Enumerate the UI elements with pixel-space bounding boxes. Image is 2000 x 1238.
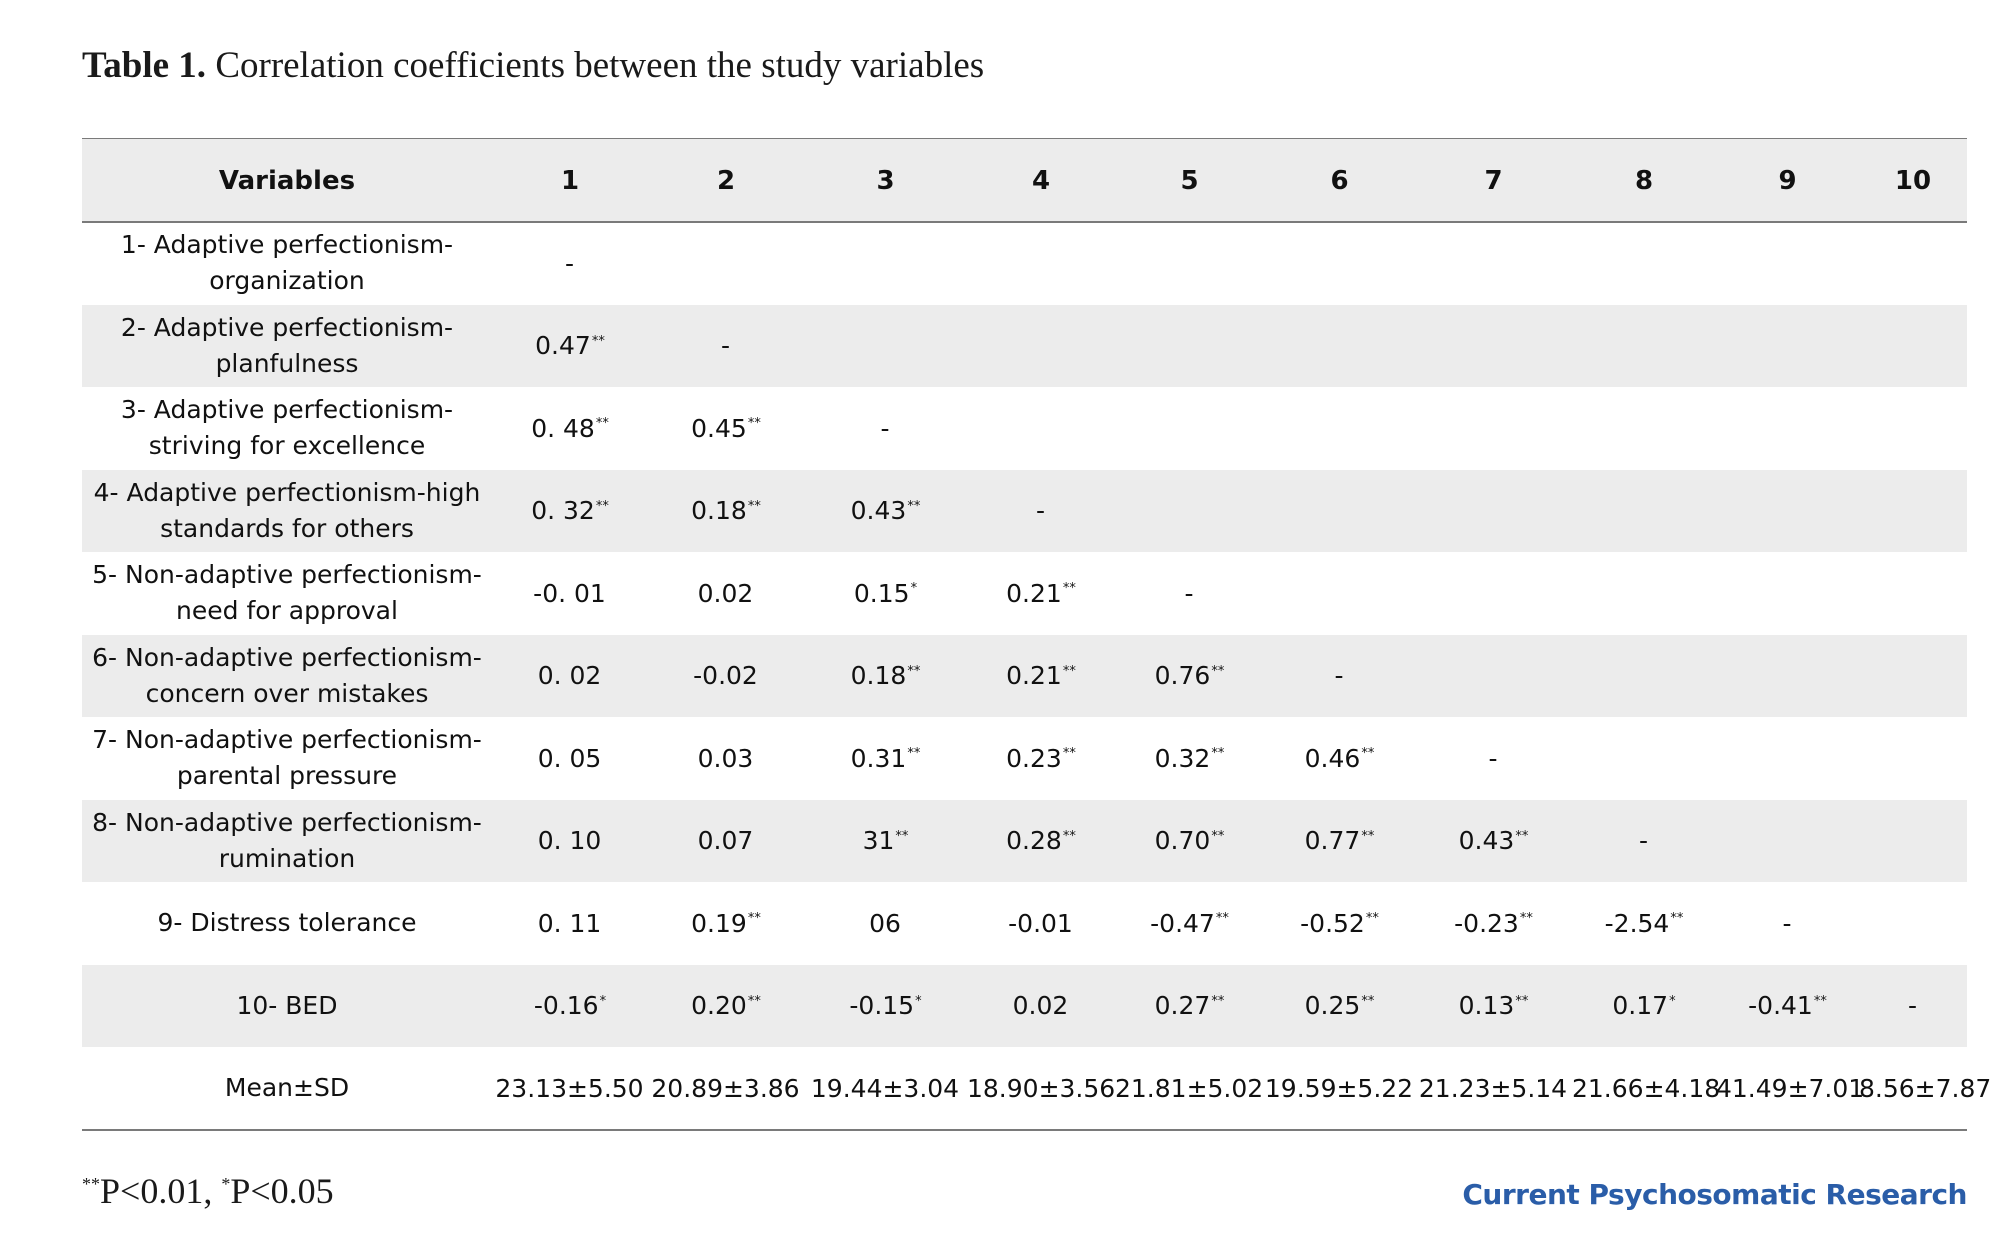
table-cell — [1264, 305, 1415, 388]
table-row — [82, 635, 1967, 718]
cell-value: 0.18 — [850, 661, 907, 691]
cell-value: 0.23 — [1006, 743, 1062, 773]
table-cell — [1264, 717, 1415, 800]
cell-value: 0.70 — [1154, 826, 1211, 856]
row-label: 10- BED — [236, 990, 338, 1020]
cell-value: 0.21 — [1006, 661, 1062, 691]
cell-significance: ** — [591, 333, 605, 349]
table-cell — [1115, 965, 1264, 1048]
header-col-3: 3 — [876, 165, 895, 196]
row-label: 4- Adaptive perfectionism-high standards for others — [93, 477, 481, 543]
journal-logo: Current Psychosomatic Research — [1462, 1178, 1967, 1211]
table-row — [82, 552, 1967, 635]
table-cell — [804, 222, 967, 305]
cell-value: - — [1334, 661, 1344, 691]
cell-value: 0. 10 — [537, 826, 602, 856]
cell-value: - — [1184, 578, 1194, 608]
table-cell — [492, 717, 648, 800]
cell-significance: ** — [1361, 746, 1375, 762]
table-cell — [648, 882, 804, 965]
table-cell — [648, 800, 804, 883]
cell-significance: ** — [1211, 663, 1225, 679]
cell-value: -0.23 — [1454, 908, 1519, 938]
table-cell — [967, 635, 1115, 718]
table-cell — [648, 1047, 804, 1130]
footnote-sup-1: ** — [82, 1174, 100, 1194]
cell-significance: ** — [595, 416, 609, 432]
header-col-9: 9 — [1778, 165, 1797, 196]
table-bottom-rule — [82, 1129, 1967, 1131]
table-header-rule — [82, 221, 1967, 223]
table-cell — [1415, 470, 1572, 553]
table-cell — [804, 305, 967, 388]
table-cell — [1859, 552, 1967, 635]
cell-significance: ** — [1215, 911, 1229, 927]
cell-significance: ** — [907, 746, 921, 762]
table-cell — [1115, 387, 1264, 470]
table-cell — [1264, 965, 1415, 1048]
table-cell — [648, 387, 804, 470]
table-cell — [1859, 882, 1967, 965]
footnote-text-1: P<0.01, — [100, 1171, 222, 1211]
table-row — [82, 882, 1967, 965]
cell-value: 0. 48 — [531, 413, 595, 443]
cell-value: 31 — [862, 826, 895, 856]
cell-value: -0.41 — [1748, 991, 1813, 1021]
table-cell — [1415, 1047, 1572, 1130]
table-cell — [492, 965, 648, 1048]
table-cell — [492, 635, 648, 718]
table-cell — [1115, 552, 1264, 635]
table-cell — [967, 965, 1115, 1048]
table-cell — [1716, 717, 1859, 800]
cell-significance: ** — [1361, 993, 1375, 1009]
table-cell — [1415, 717, 1572, 800]
cell-value: -0.01 — [1008, 908, 1073, 938]
table-cell — [492, 1047, 648, 1130]
table-cell — [1572, 470, 1716, 553]
cell-significance: ** — [1062, 746, 1076, 762]
cell-value: 06 — [869, 908, 901, 938]
cell-value: 23.13±5.50 — [495, 1073, 644, 1103]
cell-value: 19.44±3.04 — [810, 1073, 960, 1103]
cell-value: 0.46 — [1304, 743, 1361, 773]
cell-value: 20.89±3.86 — [651, 1073, 800, 1103]
cell-value: 0.25 — [1304, 991, 1361, 1021]
table-cell — [967, 470, 1115, 553]
cell-value: -0.16 — [533, 991, 599, 1021]
table-cell — [492, 800, 648, 883]
cell-value: 0.76 — [1154, 661, 1211, 691]
table-cell — [1572, 800, 1716, 883]
table-cell — [1115, 222, 1264, 305]
cell-significance: ** — [1813, 993, 1827, 1009]
cell-value: 0.18 — [691, 496, 747, 526]
table-cell — [804, 717, 967, 800]
cell-value: 0.02 — [697, 578, 754, 608]
cell-significance: ** — [1211, 993, 1225, 1009]
table-cell — [1415, 305, 1572, 388]
table-cell — [1716, 552, 1859, 635]
cell-significance: ** — [747, 416, 761, 432]
table-cell — [1415, 222, 1572, 305]
cell-value: 0.17 — [1612, 991, 1669, 1021]
table-caption — [82, 44, 984, 87]
cell-significance: ** — [1515, 993, 1529, 1009]
row-label: 8- Non-adaptive perfectionism-rumination — [92, 807, 482, 873]
table-cell — [1859, 717, 1967, 800]
cell-significance: ** — [907, 498, 921, 514]
cell-value: 8.56±7.87 — [1859, 1073, 1992, 1103]
cell-significance: ** — [1062, 581, 1076, 597]
table-cell — [1859, 635, 1967, 718]
cell-significance: * — [910, 581, 918, 597]
table-cell — [1716, 800, 1859, 883]
cell-significance: ** — [895, 828, 909, 844]
table-cell — [1264, 552, 1415, 635]
table-cell — [1264, 470, 1415, 553]
table-cell — [1572, 1047, 1721, 1130]
table-cell — [1415, 800, 1572, 883]
table-cell — [804, 882, 967, 965]
table-cell — [1716, 965, 1859, 1048]
table-row — [82, 1047, 1967, 1130]
cell-value: 0.27 — [1154, 991, 1211, 1021]
table-cell — [492, 305, 648, 388]
cell-value: 0.03 — [697, 743, 754, 773]
header-col-1: 1 — [560, 165, 580, 196]
cell-value: - — [1907, 991, 1918, 1021]
row-label: 5- Non-adaptive perfectionism-need for approval — [92, 560, 482, 626]
table-cell — [648, 305, 804, 388]
table-cell — [648, 222, 804, 305]
cell-value: -0.47 — [1150, 908, 1215, 938]
cell-significance: ** — [1062, 663, 1076, 679]
table-cell — [1264, 882, 1415, 965]
table-cell — [492, 470, 648, 553]
table-cell — [804, 552, 967, 635]
cell-value: 0.77 — [1304, 826, 1361, 856]
cell-value: 41.49±7.01 — [1716, 1073, 1865, 1103]
row-label: 3- Adaptive perfectionism-striving for excellence — [120, 395, 454, 461]
table-cell — [1572, 387, 1716, 470]
table-cell — [1859, 965, 1967, 1048]
cell-significance: ** — [595, 498, 609, 514]
table-cell — [804, 800, 967, 883]
table-cell — [1115, 882, 1264, 965]
table-cell — [1115, 305, 1264, 388]
table-cell — [804, 635, 967, 718]
cell-value: - — [1782, 908, 1792, 938]
table-cell — [1572, 552, 1716, 635]
cell-value: 19.59±5.22 — [1264, 1073, 1414, 1103]
table-cell — [967, 552, 1115, 635]
table-row — [82, 470, 1967, 553]
table-cell — [648, 470, 804, 553]
table-cell — [1716, 635, 1859, 718]
table-cell — [1859, 470, 1967, 553]
cell-value: 21.66±4.18 — [1572, 1073, 1721, 1103]
header-col-7: 7 — [1484, 165, 1503, 196]
cell-significance: ** — [1670, 911, 1684, 927]
cell-value: 0.20 — [691, 991, 747, 1021]
table-cell — [1859, 387, 1967, 470]
cell-value: 0. 32 — [531, 496, 595, 526]
header-col-10: 10 — [1894, 165, 1932, 196]
table-cell — [648, 965, 804, 1048]
cell-value: - — [1488, 743, 1498, 773]
table-row — [82, 717, 1967, 800]
cell-value: - — [1035, 496, 1046, 526]
table-cell — [1115, 635, 1264, 718]
table-cell — [1716, 470, 1859, 553]
table-cell — [1716, 1047, 1865, 1130]
cell-significance: ** — [747, 498, 761, 514]
row-label: Mean±SD — [224, 1073, 350, 1103]
cell-significance: ** — [1211, 746, 1225, 762]
table-cell — [1115, 470, 1264, 553]
cell-value: 0.28 — [1006, 826, 1062, 856]
table-row — [82, 800, 1967, 883]
cell-value: 0.43 — [1458, 826, 1515, 856]
header-col-2: 2 — [716, 165, 736, 196]
table-cell — [492, 552, 648, 635]
table-cell — [1716, 882, 1859, 965]
cell-value: 18.90±3.56 — [967, 1073, 1116, 1103]
cell-value: -2.54 — [1604, 908, 1670, 938]
cell-value: 0.15 — [853, 578, 910, 608]
table-cell — [1115, 717, 1264, 800]
table-cell — [1264, 800, 1415, 883]
cell-significance: * — [1669, 993, 1676, 1009]
table-cell — [1572, 882, 1716, 965]
table-cell — [804, 387, 967, 470]
cell-value: 0.13 — [1458, 991, 1515, 1021]
table-cell — [1572, 222, 1716, 305]
table-cell — [1415, 965, 1572, 1048]
header-col-8: 8 — [1634, 165, 1654, 196]
table-cell — [1572, 965, 1716, 1048]
cell-value: 0.02 — [1012, 991, 1069, 1021]
row-label: 9- Distress tolerance — [157, 908, 417, 938]
table-cell — [967, 882, 1115, 965]
cell-value: 0.21 — [1006, 578, 1062, 608]
table-cell — [1572, 635, 1716, 718]
cell-value: 0. 11 — [537, 908, 602, 938]
cell-significance: ** — [747, 993, 761, 1009]
table-row — [82, 965, 1967, 1048]
caption-label: Table 1. — [82, 45, 207, 86]
table-cell — [1415, 552, 1572, 635]
table-cell — [1716, 305, 1859, 388]
cell-value: 21.81±5.02 — [1115, 1073, 1264, 1103]
table-cell — [492, 222, 648, 305]
table-row — [82, 387, 1967, 470]
row-label: 2- Adaptive perfectionism-planfulness — [120, 312, 454, 378]
cell-value: -0.52 — [1300, 908, 1365, 938]
cell-significance: ** — [1361, 828, 1375, 844]
cell-value: 0.43 — [850, 496, 907, 526]
table-cell — [648, 717, 804, 800]
table-cell — [1264, 635, 1415, 718]
footnote-text-2: P<0.05 — [230, 1171, 334, 1211]
table-cell — [967, 800, 1115, 883]
cell-value: 0.32 — [1154, 743, 1211, 773]
cell-value: -0. 01 — [533, 578, 606, 608]
table-body — [82, 222, 1992, 1130]
cell-significance: * — [915, 993, 922, 1009]
table-cell — [967, 305, 1115, 388]
table-cell — [1415, 882, 1572, 965]
cell-value: 0. 05 — [537, 743, 602, 773]
cell-significance: ** — [907, 663, 921, 679]
header-col-6: 6 — [1330, 165, 1349, 196]
cell-significance: ** — [1515, 828, 1529, 844]
table-cell — [967, 387, 1115, 470]
cell-value: - — [880, 413, 890, 443]
table-cell — [1859, 1047, 1992, 1130]
table-cell — [648, 635, 804, 718]
row-label: 6- Non-adaptive perfectionism-concern over mistakes — [92, 642, 482, 708]
table-cell — [967, 717, 1115, 800]
table-cell — [1264, 222, 1415, 305]
caption-text: Correlation coefficients between the study variables — [206, 45, 985, 86]
footnote-sup-2: * — [221, 1174, 231, 1194]
cell-value: 21.23±5.14 — [1418, 1073, 1568, 1103]
table-cell — [1859, 222, 1967, 305]
table-cell — [1859, 305, 1967, 388]
table-row — [82, 222, 1967, 305]
table-cell — [1415, 635, 1572, 718]
cell-significance: ** — [1365, 911, 1379, 927]
cell-value: 0.45 — [691, 413, 747, 443]
cell-value: -0.02 — [693, 661, 758, 691]
table-cell — [804, 1047, 967, 1130]
table-cell — [967, 222, 1115, 305]
row-label: 7- Non-adaptive perfectionism-parental pressure — [92, 725, 482, 791]
table-footnote — [82, 1170, 334, 1212]
cell-value: 0.19 — [691, 908, 747, 938]
cell-significance: ** — [1519, 911, 1533, 927]
table-row — [82, 305, 1967, 388]
table-cell — [1415, 387, 1572, 470]
table-cell — [1716, 222, 1859, 305]
row-label: 1- Adaptive perfectionism-organization — [120, 230, 454, 296]
cell-significance: ** — [1062, 828, 1076, 844]
cell-value: - — [564, 248, 575, 278]
header-variables: Variables — [218, 165, 356, 196]
table-cell — [492, 882, 648, 965]
table-cell — [1115, 1047, 1264, 1130]
cell-value: 0.07 — [697, 826, 754, 856]
table-cell — [1264, 1047, 1415, 1130]
table-cell — [804, 470, 967, 553]
table-cell — [1572, 305, 1716, 388]
cell-value: -0.15 — [849, 991, 915, 1021]
correlation-table — [82, 139, 1992, 1130]
table-cell — [804, 965, 967, 1048]
table-cell — [648, 552, 804, 635]
cell-significance: * — [599, 993, 607, 1009]
table-cell — [967, 1047, 1115, 1130]
table-cell — [1572, 717, 1716, 800]
table-header-row — [82, 139, 1967, 222]
cell-value: 0. 02 — [537, 661, 602, 691]
cell-significance: ** — [1211, 828, 1225, 844]
cell-significance: ** — [747, 911, 761, 927]
table-cell — [1716, 387, 1859, 470]
cell-value: - — [720, 331, 731, 361]
cell-value: 0.31 — [850, 743, 907, 773]
cell-value: 0.47 — [535, 331, 591, 361]
table-cell — [1264, 387, 1415, 470]
table-cell — [1115, 800, 1264, 883]
table-cell — [492, 387, 648, 470]
cell-value: - — [1638, 826, 1649, 856]
table-cell — [1859, 800, 1967, 883]
header-col-5: 5 — [1180, 165, 1199, 196]
header-col-4: 4 — [1031, 165, 1051, 196]
